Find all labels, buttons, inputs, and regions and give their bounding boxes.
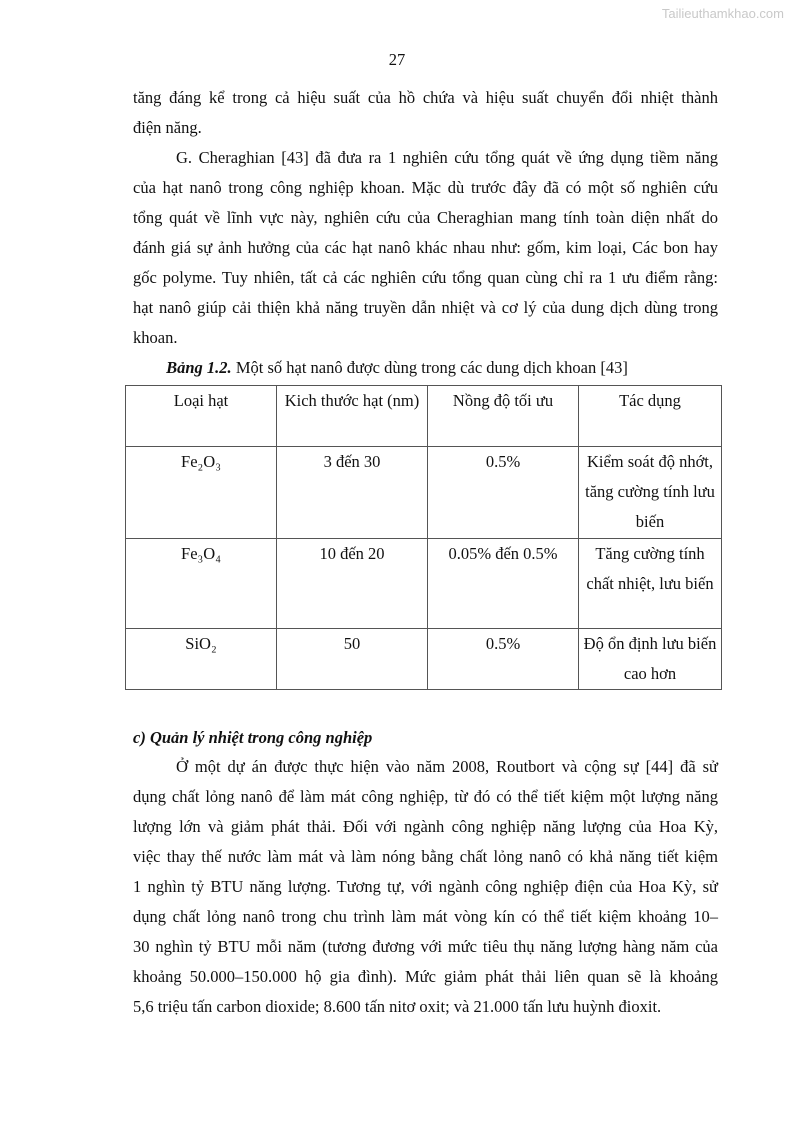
table-cell: 0.05% đến 0.5% bbox=[428, 539, 579, 629]
table-row bbox=[126, 629, 722, 690]
text-line: điện năng. bbox=[133, 118, 202, 137]
text-line: 30 nghìn tỷ BTU mỗi năm (tương đương với mức tiêu thụ năng lượng hàng năm của bbox=[133, 937, 718, 956]
table-caption bbox=[0, 357, 794, 379]
table-cell: Độ ổn định lưu biến cao hơn bbox=[579, 629, 722, 690]
table-cell: 50 bbox=[277, 629, 428, 690]
table-cell: Fe₃O₄ bbox=[126, 539, 277, 629]
nanoparticle-table bbox=[125, 385, 722, 690]
text-line: G. Cheraghian [43] đã đưa ra 1 nghiên cứu tổng quát về ứng dụng tiềm năng bbox=[176, 148, 718, 167]
caption-text: Một số hạt nanô được dùng trong các dung dịch khoan [43] bbox=[231, 358, 628, 377]
text-line: hạt nanô giúp cải thiện khả năng truyền dẫn nhiệt và cơ lý của dung dịch dùng trong bbox=[133, 298, 718, 317]
header-cell: Tác dụng bbox=[579, 386, 722, 447]
text-line: Ở một dự án được thực hiện vào năm 2008, Routbort và cộng sự [44] đã sử bbox=[176, 757, 718, 776]
text-line: dụng chất lỏng nanô trong chu trình làm mát vòng kín có thể tiết kiệm khoảng 10– bbox=[133, 907, 718, 926]
caption-label: Bảng 1.2. bbox=[166, 358, 232, 377]
section-heading: c) Quản lý nhiệt trong công nghiệp bbox=[133, 728, 373, 747]
table-cell: 3 đến 30 bbox=[277, 447, 428, 539]
text-line: gốc polyme. Tuy nhiên, tất cả các nghiên cứu tổng quan cùng chỉ ra 1 ưu điểm rằng: bbox=[133, 268, 718, 287]
text-line: tổng quát về lĩnh vực này, nghiên cứu của Cheraghian mang tính toàn diện nhất do bbox=[133, 208, 718, 227]
text-line: đánh giá sự ảnh hưởng của các hạt nanô khác nhau như: gốm, kim loại, Các bon hay bbox=[133, 238, 718, 257]
text-line: tăng đáng kể trong cả hiệu suất của hồ chứa và hiệu suất chuyển đổi nhiệt thành bbox=[133, 88, 718, 107]
text-line: việc thay thế nước làm mát và làm nóng bằng chất lỏng nanô có khả năng tiết kiệm bbox=[133, 847, 718, 866]
text-line: khoan. bbox=[133, 328, 178, 347]
text-line: khoảng 50.000–150.000 hộ gia đình). Mức giảm phát thải liên quan sẽ là khoảng bbox=[133, 967, 718, 986]
header-cell: Nồng độ tối ưu bbox=[428, 386, 579, 447]
table-row bbox=[126, 447, 722, 539]
table-header-row bbox=[126, 386, 722, 447]
text-line: dụng chất lỏng nanô để làm mát công nghiệp, từ đó có thể tiết kiệm một lượng năng bbox=[133, 787, 718, 806]
page-number: 27 bbox=[388, 50, 406, 69]
table-row bbox=[126, 539, 722, 629]
header-cell: Loại hạt bbox=[126, 386, 277, 447]
table-cell: 0.5% bbox=[428, 447, 579, 539]
table-cell: Kiểm soát độ nhớt, tăng cường tính lưu biến bbox=[579, 447, 722, 539]
watermark: Tailieuthamkhao.com bbox=[661, 6, 784, 21]
table-cell: 0.5% bbox=[428, 629, 579, 690]
text-line: của hạt nanô trong công nghiệp khoan. Mặc dù trước đây đã có một số nghiên cứu bbox=[133, 178, 718, 197]
text-line: lượng lớn và giảm phát thải. Đối với ngành công nghiệp năng lượng của Hoa Kỳ, bbox=[133, 817, 718, 836]
table-cell: Fe₂O₃ bbox=[126, 447, 277, 539]
table-cell: 10 đến 20 bbox=[277, 539, 428, 629]
text-line: 1 nghìn tỷ BTU năng lượng. Tương tự, với ngành công nghiệp điện của Hoa Kỳ, sử bbox=[133, 877, 718, 896]
table-cell: SiO₂ bbox=[126, 629, 277, 690]
table-cell: Tăng cường tính chất nhiệt, lưu biến bbox=[579, 539, 722, 629]
header-cell: Kich thước hạt (nm) bbox=[277, 386, 428, 447]
text-line: 5,6 triệu tấn carbon dioxide; 8.600 tấn nitơ oxit; và 21.000 tấn lưu huỳnh đioxit. bbox=[133, 997, 662, 1016]
